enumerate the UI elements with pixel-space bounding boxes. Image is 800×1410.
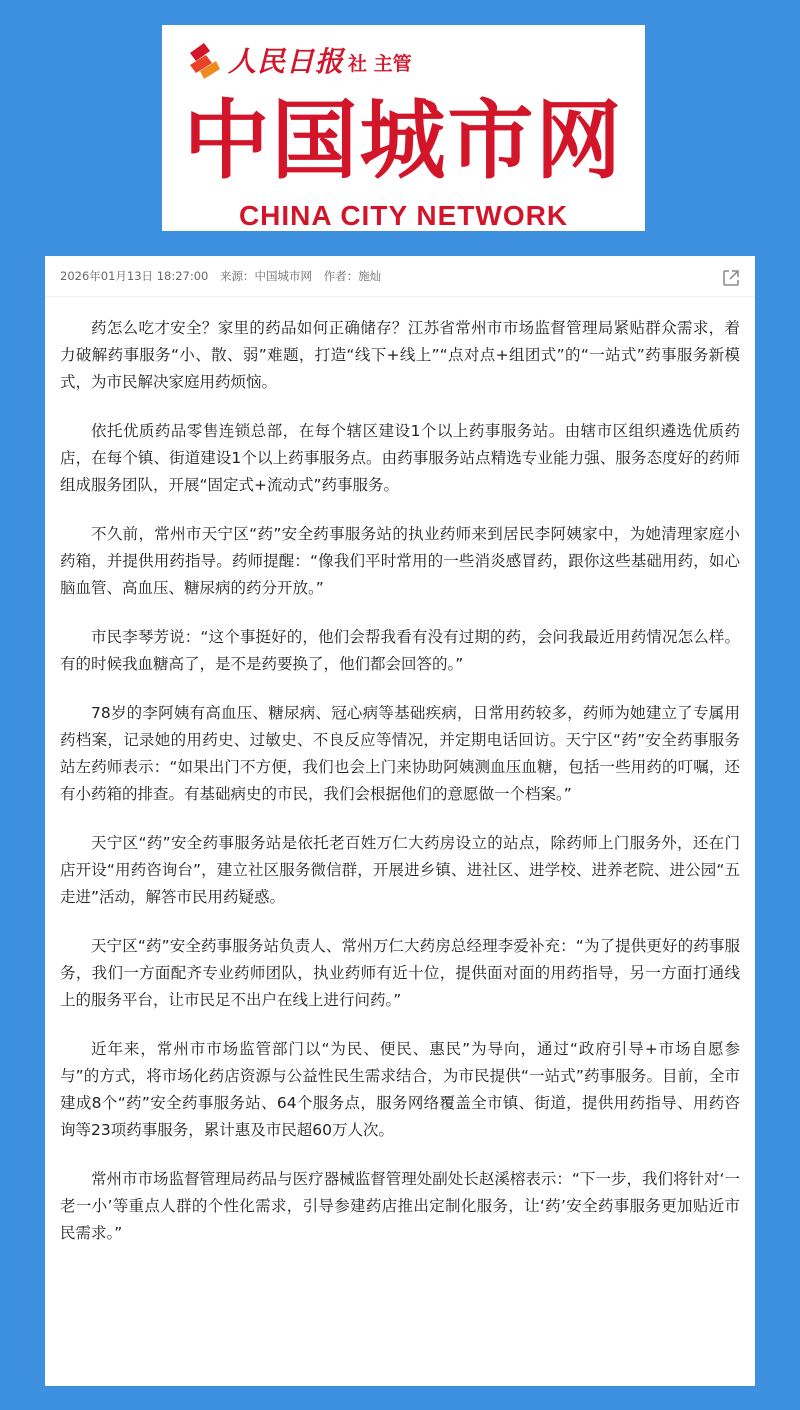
publisher-name: 人民日报	[228, 45, 345, 78]
share-icon[interactable]	[721, 268, 741, 288]
masthead-logo[interactable]	[162, 25, 645, 231]
site-name: 中国城市网	[183, 91, 624, 191]
article-panel	[45, 256, 755, 1386]
article-body	[60, 297, 740, 1247]
article-datetime: 2026年01月13日 18:27:00	[60, 269, 209, 283]
site-name-english: CHINA CITY NETWORK	[238, 200, 569, 231]
article-paragraph: 不久前，常州市天宁区“药”安全药事服务站的执业药师来到居民李阿姨家中，为她清理家庭小药箱，并提供用药指导。药师提醒：“像我们平时常用的一些消炎感冒药，跟你这些基础用药，如心脑血管、高血压、糖尿病的药分开放。”	[60, 525, 740, 597]
article-paragraph: 药怎么吃才安全？家里的药品如何正确储存？江苏省常州市市场监督管理局紧贴群众需求，着力破解药事服务“小、散、弱”难题，打造“线下+线上”“点对点+组团式”的“一站式”药事服务新模式，为市民解决家庭用药烦恼。	[60, 319, 740, 391]
article-paragraph: 常州市市场监督管理局药品与医疗器械监督管理处副处长赵溪榕表示：“下一步，我们将针对‘一老一小’等重点人群的个性化需求，引导参建药店推出定制化服务，让‘药’安全药事服务更加贴近市民需求。”	[60, 1170, 740, 1242]
article-meta	[45, 256, 755, 297]
article-paragraph: 市民李琴芳说：“这个事挺好的，他们会帮我看有没有过期的药，会问我最近用药情况怎么样。有的时候我血糖高了，是不是药要换了，他们都会回答的。”	[60, 628, 740, 673]
article-paragraph: 78岁的李阿姨有高血压、糖尿病、冠心病等基础疾病，日常用药较多，药师为她建立了专属用药档案，记录她的用药史、过敏史、不良反应等情况，并定期电话回访。天宁区“药”安全药事服务站左药师表示：“如果出门不方便，我们也会上门来协助阿姨测血压血糖，包括一些用药的叮嘱，还有小药箱的排查。有基础病史的市民，我们会根据他们的意愿做一个档案。”	[60, 704, 740, 803]
article-author: 作者：施灿	[323, 269, 382, 283]
article-paragraph: 天宁区“药”安全药事服务站负责人、常州万仁大药房总经理李爱补充：“为了提供更好的药事服务，我们一方面配齐专业药师团队，执业药师有近十位，提供面对面的用药指导，另一方面打通线上的服务平台，让市民足不出户在线上进行问药。”	[60, 937, 740, 1009]
red-stacked-flag-icon	[188, 39, 222, 83]
article-paragraph: 天宁区“药”安全药事服务站是依托老百姓万仁大药房设立的站点，除药师上门服务外，还在门店开设“用药咨询台”，建立社区服务微信群，开展进乡镇、进社区、进学校、进养老院、进公园“五走进”活动，解答市民用药疑惑。	[60, 834, 740, 906]
article-paragraph: 依托优质药品零售连锁总部，在每个辖区建设1个以上药事服务站。由辖市区组织遴选优质药店，在每个镇、街道建设1个以上药事服务点。由药事服务站点精选专业能力强、服务态度好的药师组成服务团队，开展“固定式+流动式”药事服务。	[60, 422, 740, 494]
publisher-role: 社 主管	[348, 53, 412, 75]
article-source: 来源：中国城市网	[220, 269, 312, 283]
article-paragraph: 近年来，常州市市场监管部门以“为民、便民、惠民”为导向，通过“政府引导+市场自愿参与”的方式，将市场化药店资源与公益性民生需求结合，为市民提供“一站式”药事服务。目前，全市建成8个“药”安全药事服务站、64个服务点，服务网络覆盖全市镇、街道，提供用药指导、用药咨询等23项药事服务，累计惠及市民超60万人次。	[60, 1040, 740, 1139]
